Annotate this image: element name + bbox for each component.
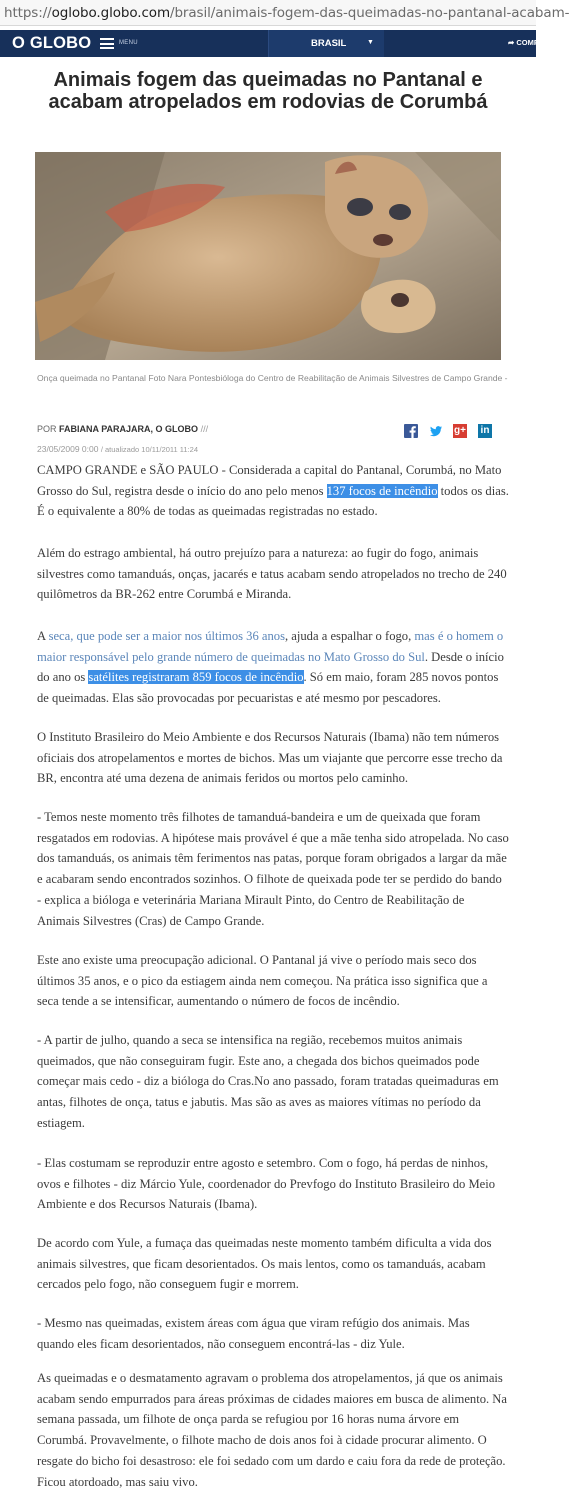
caret-down-icon: ▼ bbox=[367, 38, 374, 46]
twitter-icon[interactable] bbox=[429, 424, 443, 438]
url-path: /brasil/animais-fogem-das-queimadas-no-pantanal-acabam- bbox=[170, 5, 570, 21]
article-photo bbox=[35, 152, 501, 360]
updated-date: / atualizado 10/11/2011 11:24 bbox=[100, 445, 198, 454]
paragraph-2: Além do estrago ambiental, há outro prejuízo para a natureza: ao fugir do fogo, animais silvestres como tamanduás, onças, jacarés e tatus acabam sendo atropelados no trecho de 240 quilômetros da BR-262 entre Corumbá e Miranda. bbox=[37, 546, 507, 602]
link-seca[interactable]: seca, que pode ser a maior nos últimos 36 anos bbox=[48, 629, 285, 643]
share-header-button[interactable]: ➦ COMPARTILHAR bbox=[508, 38, 577, 47]
paragraph-3-text-d: . Só em maio, foram 285 novos pontos de queimadas. Elas são provocadas por pecuaristas e até mesmo por pescadores. bbox=[37, 670, 499, 706]
share-header-label: COMPARTILHAR bbox=[516, 38, 577, 47]
published-date: 23/05/2009 0:00 bbox=[37, 444, 99, 454]
link-homem-responsavel[interactable]: mas é o homem o maior responsável pelo grande número de queimadas no Mato Grosso do Sul bbox=[37, 629, 504, 664]
byline-slashes: /// bbox=[200, 424, 209, 434]
site-header bbox=[0, 30, 577, 57]
paragraph-8: - Elas costumam se reproduzir entre agosto e setembro. Com o fogo, há perdas de ninhos, ovos e filhotes - diz Márcio Yule, coordenador do Prevfogo do Instituto Brasileiro do Meio Ambiente e dos Recursos Naturais (Ibama). bbox=[37, 1156, 496, 1212]
url-text[interactable] bbox=[4, 5, 569, 21]
hamburger-menu-icon[interactable] bbox=[100, 38, 114, 49]
link-137-focos[interactable]: 137 focos de incêndio bbox=[326, 483, 438, 498]
paragraph-1-text-a: CAMPO GRANDE e SÃO PAULO - Considerada a capital do Pantanal, Corumbá, no Mato Grosso do Sul, registra desde o início do ano pelo menos bbox=[37, 463, 502, 498]
site-logo[interactable]: O GLOBO bbox=[12, 34, 92, 52]
paragraph-9: De acordo com Yule, a fumaça das queimadas neste momento também dificulta a vida dos animais silvestres, que ficam desorientados. Os mais lentos, como os tamanduás, acabam cercados pelo fogo, não conseguem fugir e morrem. bbox=[37, 1236, 492, 1292]
byline bbox=[37, 424, 208, 434]
paragraph-5: - Temos neste momento três filhotes de tamanduá-bandeira e um de queixada que foram resgatados em rodovias. A hipótese mais provável é que a mãe tenha sido atropelada. No caso dos tamanduás, os animais têm ferimentos nas patas, porque foram obrigados a largar da mãe e acabaram sendo encontrados sozinhos. O filhote de queixada pode ter se perdido do bando - explica a bióloga e veterinária Mariana Mirault Pinto, do Centro de Reabilitação de Animais Silvestres (Cras) de Campo Grande. bbox=[37, 810, 509, 928]
photo-caption: Onça queimada no Pantanal Foto Nara Pontesbióloga do Centro de Reabilitação de Animais Silvestres de Campo Grande - bbox=[37, 373, 508, 383]
article-headline: Animais fogem das queimadas no Pantanal e acabam atropelados em rodovias de Corumbá bbox=[48, 69, 488, 113]
paragraph-6: Este ano existe uma preocupação adicional. O Pantanal já vive o período mais seco dos últimos 35 anos, e o pico da estiagem ainda nem começou. Na prática isso significa que a seca tende a se intensificar, aumentando o número de focos de incêndio. bbox=[37, 953, 488, 1009]
browser-address-bar[interactable] bbox=[0, 0, 570, 26]
url-host: oglobo.globo.com bbox=[51, 5, 171, 21]
paragraph-3-text-a: A bbox=[37, 629, 49, 643]
link-satelites-859-focos[interactable]: satélites registraram 859 focos de incêndio bbox=[88, 670, 304, 685]
facebook-icon[interactable] bbox=[404, 424, 418, 438]
paragraph-4: O Instituto Brasileiro do Meio Ambiente e dos Recursos Naturais (Ibama) não tem números oficiais dos atropelamentos e mortes de bichos. Mas um viajante que percorre esse trecho da BR, encontra até uma dezena de animais feridos ou mortos pelo caminho. bbox=[37, 730, 503, 786]
paragraph-1 bbox=[37, 460, 509, 522]
paragraph-3-text-b: , ajuda a espalhar o fogo, bbox=[285, 629, 415, 643]
google-plus-icon[interactable]: g+ bbox=[454, 425, 466, 436]
menu-label[interactable]: MENU bbox=[119, 40, 138, 46]
dateline bbox=[37, 444, 198, 454]
paragraph-10: - Mesmo nas queimadas, existem áreas com água que viram refúgio dos animais. Mas quando eles ficam desorientados, não conseguem encontrá-las - diz Yule. bbox=[37, 1316, 470, 1351]
paragraph-3-text-c: . Desde o início do ano os bbox=[37, 649, 504, 685]
byline-author[interactable]: FABIANA PARAJARA, O GLOBO bbox=[59, 424, 199, 434]
section-label: BRASIL bbox=[311, 38, 347, 49]
linkedin-icon[interactable]: in bbox=[478, 424, 492, 438]
section-dropdown[interactable] bbox=[268, 30, 384, 57]
url-scheme: https:// bbox=[4, 5, 52, 21]
burned-jaguar-cub-photo bbox=[35, 152, 501, 360]
paragraph-11: As queimadas e o desmatamento agravam o problema dos atropelamentos, já que os animais acabam sendo empurrados para áreas próximas de cidades maiores em busca de alimento. Na semana passada, um filhote de onça parda se refugiou por 16 horas numa árvore em Corumbá. Provavelmente, o filhote macho de dois anos foi à cidade procurar alimento. O resgate do bicho foi desastroso: ele foi sedado com um dardo e caiu fora da rede de proteção. Ficou atordoado, mas saiu vivo. bbox=[37, 1371, 507, 1489]
paragraph-3 bbox=[37, 626, 509, 709]
paragraph-1-text-b: todos os dias. É o equivalente a 80% de todas as queimadas registradas no estado. bbox=[37, 483, 509, 519]
paragraph-7: - A partir de julho, quando a seca se intensifica na região, recebemos muitos animais queimados, que não conseguiram fugir. Este ano, a chegada dos bichos queimados pode começar mais cedo - diz a bióloga do Cras.No ano passado, foram tratadas queimaduras em antas, filhotes de onça, tatus e jabutis. Mas são as aves as maiores vítimas no período da estiagem. bbox=[37, 1033, 499, 1130]
byline-prefix: POR bbox=[37, 424, 57, 434]
